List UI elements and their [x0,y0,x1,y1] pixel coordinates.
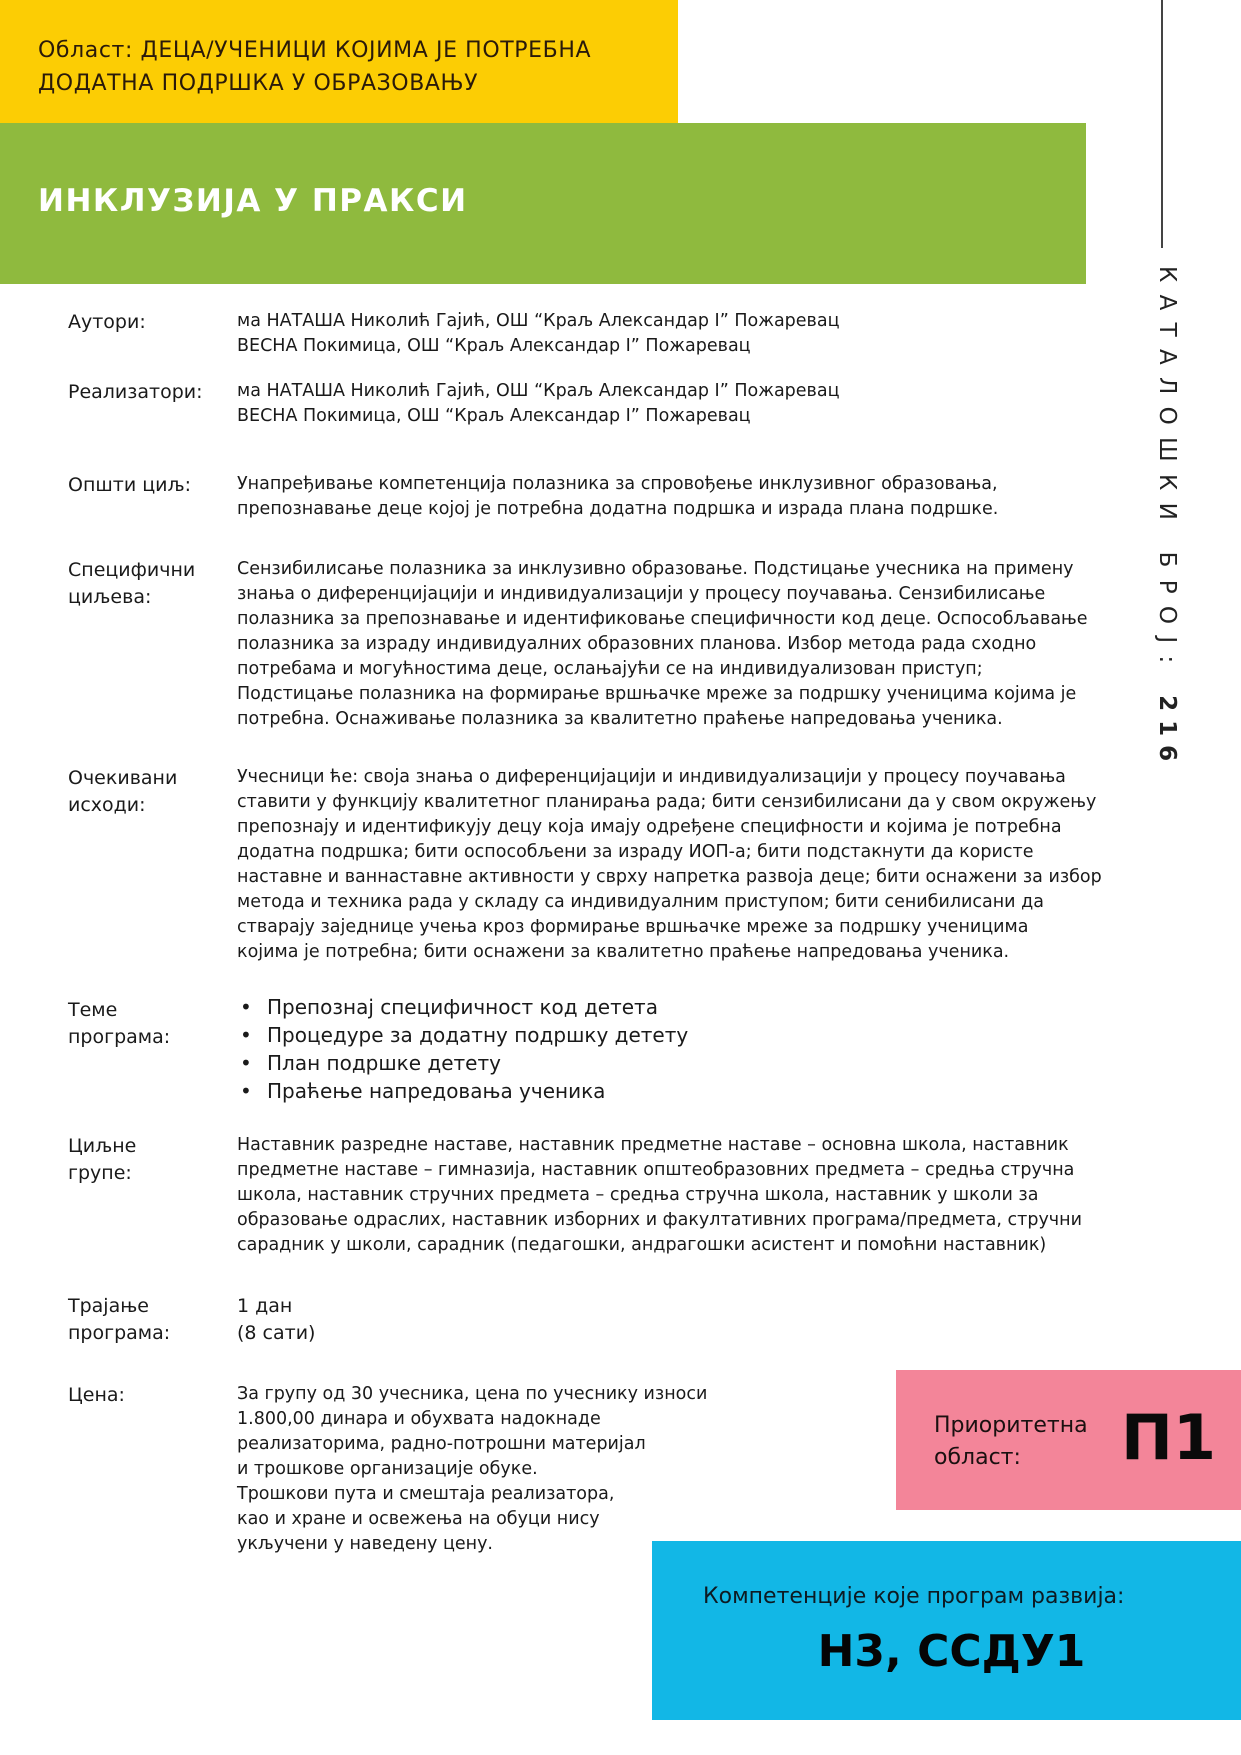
field-label: Аутори: [68,311,146,333]
value-line: укључени у наведену цену. [237,1534,493,1554]
value-line: препознају и идентификују децу која имају одређене специфности и којима је потребна [237,817,1062,837]
value-line: потребама и могућностима деце, ослањајући се на индивидуализован приступ; [237,659,983,679]
value-line: полазника за препознавање и идентификовање специфичности код деце. Оспособљавање [237,609,1088,629]
value-line: и трошкове организације обуке. [237,1459,538,1479]
topic-text: План подршке детету [267,1051,501,1075]
value-line: метода и техника рада у складу са индивидуалним приступом; бити сенибилисани да [237,892,1044,912]
bullet-icon: • [240,1051,252,1075]
label-line: програма: [68,1322,171,1344]
topic-text: Праћење напредовања ученика [267,1079,606,1103]
topic-item [237,1077,1157,1105]
value-line: наставне и ваннаставне активности у сврху напретка развоја деце; бити оснажени за избор [237,867,1102,887]
topic-item [237,993,1157,1021]
catalog-label: КАТАЛОШКИ БРОЈ: [1154,266,1180,696]
value-line: Трошкови пута и смештаја реализатора, [237,1484,615,1504]
area-line: Област: ДЕЦА/УЧЕНИЦИ КОЈИМА ЈЕ ПОТРЕБНА [38,38,592,63]
field-label [68,557,228,611]
value-line: школа, наставник стручних предмета – средња стручна школа, наставник у школи за [237,1185,1039,1205]
value-line: потребна. Оснаживање полазника за квалитетно праћење напредовања ученика. [237,709,1003,729]
field-label [68,765,228,819]
priority-area-box [896,1370,1241,1510]
value-line: Сензибилисање полазника за инклузивно образовање. Подстицање учесника на примену [237,559,1074,579]
value-line: образовање одраслих, наставник изборних и факултативних програма/предмета, стручни [237,1210,1082,1230]
program-title: ИНКЛУЗИЈА У ПРАКСИ [38,183,468,219]
value-line: предметне наставе – гимназија, наставник општеобразовних предмета – средња стручна [237,1160,1075,1180]
value-line: Наставник разредне наставе, наставник предметне наставе – основна школа, наставник [237,1135,1069,1155]
value-line: Подстицање полазника на формирање вршњачке мреже за подршку ученицима којима је [237,684,1077,704]
label-line: исходи: [68,794,146,816]
label-line: програма: [68,1026,171,1048]
field-value [237,1133,1157,1258]
field-label: Општи циљ: [68,474,192,496]
priority-label [934,1410,1088,1474]
field-label [68,997,228,1051]
bullet-icon: • [240,1079,252,1103]
value-line: као и хране и освежења на обуци нису [237,1509,600,1529]
field-value [237,993,1157,1105]
value-line: ВЕСНА Покимица, ОШ “Краљ Александар I” Пожаревац [237,406,751,426]
bullet-icon: • [240,995,252,1019]
field-value [237,1293,1157,1347]
value-line: полазника за израду индивидуалних образовних планова. Избор метода рада сходно [237,634,1037,654]
label-line: Специфични [68,559,196,581]
area-heading [38,34,591,100]
topic-item [237,1049,1157,1077]
topics-list [237,993,1157,1105]
area-line: ДОДАТНА ПОДРШКА У ОБРАЗОВАЊУ [38,71,479,96]
competences-label: Компетенције које програм развија: [703,1584,1125,1609]
field-value [237,379,1157,429]
field-value [237,557,1157,732]
value-line: сарадник у школи, сарадник (педагошки, андрагошки асистент и помоћни наставник) [237,1235,1047,1255]
label-line: Приоритетна [934,1413,1088,1438]
label-line: Трајање [68,1295,149,1317]
priority-code: П1 [1121,1401,1217,1474]
field-value [237,309,1157,359]
value-line: 1.800,00 динара и обухвата надокнаде [237,1409,601,1429]
value-line: ма НАТАША Николић Гајић, ОШ “Краљ Александар I” Пожаревац [237,311,840,331]
topic-item [237,1021,1157,1049]
vertical-divider [1161,0,1163,248]
value-line: ма НАТАША Николић Гајић, ОШ “Краљ Александар I” Пожаревац [237,381,840,401]
value-line: стварају заједнице учења кроз формирање вршњачке мреже за подршку ученицима [237,917,1029,937]
value-line: препознавање деце којој је потребна додатна подршка и израда плана подршке. [237,499,999,519]
label-line: циљева: [68,586,152,608]
value-line: (8 сати) [237,1322,316,1344]
field-label [68,1293,228,1347]
label-line: област: [934,1445,1021,1470]
label-line: Теме [68,999,118,1021]
value-line: додатна подршка; бити оспособљени за израду ИОП-а; бити подстакнути да користе [237,842,1034,862]
value-line: Унапређивање компетенција полазника за спровођење инклузивног образовања, [237,474,998,494]
competences-box [652,1541,1241,1720]
catalog-number: 216 [1154,695,1180,771]
label-line: групе: [68,1162,132,1184]
field-label [68,1133,228,1187]
bullet-icon: • [240,1023,252,1047]
area-banner [0,0,678,123]
competences-codes: Н3, ССДУ1 [817,1626,1086,1677]
field-label: Цена: [68,1384,125,1406]
field-value [237,472,1157,522]
field-value [237,765,1157,965]
label-line: Очекивани [68,767,178,789]
field-label: Реализатори: [68,381,203,403]
value-line: За групу од 30 учесника, цена по учеснику износи [237,1384,708,1404]
value-line: којима је потребна; бити оснажени за квалитетно праћење напредовања ученика. [237,942,1010,962]
value-line: ВЕСНА Покимица, ОШ “Краљ Александар I” Пожаревац [237,336,751,356]
value-line: 1 дан [237,1295,293,1317]
label-line: Циљне [68,1135,137,1157]
value-line: знања о диференцијацији и индивидуализацији у процесу поучавања. Сензибилисање [237,584,1046,604]
value-line: Учесници ће: своја знања о диференцијацији и индивидуализацији у процесу поучавања [237,767,1066,787]
title-banner [0,123,1086,284]
topic-text: Препознај специфичност код детета [267,995,658,1019]
topic-text: Процедуре за додатну подршку детету [267,1023,689,1047]
value-line: реализаторима, радно-потрошни материјал [237,1434,646,1454]
value-line: ставити у функцију квалитетног планирања рада; бити сензибилисани да у свом окружењу [237,792,1097,812]
